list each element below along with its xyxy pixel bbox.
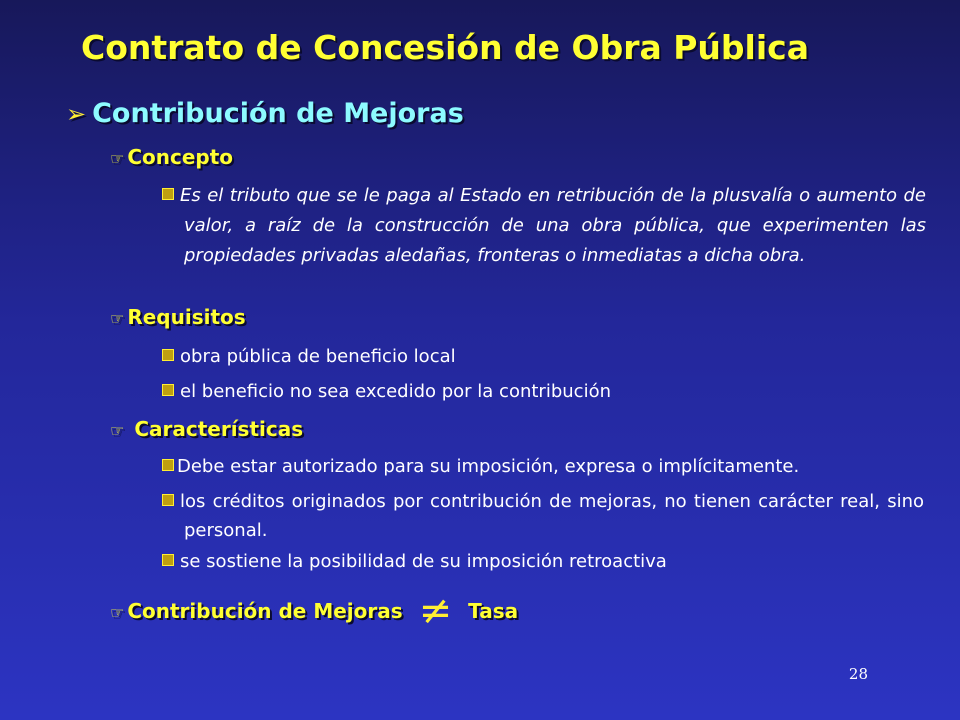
list-item xyxy=(162,487,924,545)
pointing-hand-icon: ☞ xyxy=(110,149,125,168)
requisitos-heading-text: Requisitos xyxy=(127,305,246,329)
caracteristica-text: Debe estar autorizado para su imposición, expresa o implícitamente. xyxy=(177,456,800,477)
list-item xyxy=(162,377,611,406)
list-item xyxy=(162,547,667,576)
checkbox-square-icon xyxy=(162,494,174,506)
caracteristicas-heading xyxy=(110,417,303,441)
comparison-line xyxy=(110,582,519,634)
concepto-heading-text: Concepto xyxy=(127,145,234,169)
section-heading-text: Contribución de Mejoras xyxy=(92,98,464,129)
pointing-hand-icon: ☞ xyxy=(110,309,125,328)
checkbox-square-icon xyxy=(162,349,174,361)
list-item xyxy=(162,342,456,371)
slide-title: Contrato de Concesión de Obra Pública xyxy=(80,28,809,67)
concepto-paragraph xyxy=(162,181,926,271)
caracteristica-text: se sostiene la posibilidad de su imposición retroactiva xyxy=(180,551,667,572)
arrow-bullet-icon: ➢ xyxy=(66,100,87,128)
list-item xyxy=(162,452,799,481)
comparison-left: Contribución de Mejoras xyxy=(127,599,403,623)
section-heading xyxy=(66,98,464,129)
pointing-hand-icon: ☞ xyxy=(110,603,125,622)
caracteristicas-heading-text: Características xyxy=(134,417,304,441)
requisitos-heading xyxy=(110,305,246,329)
pointing-hand-icon: ☞ xyxy=(110,421,125,440)
checkbox-square-icon xyxy=(162,384,174,396)
checkbox-square-icon xyxy=(162,554,174,566)
checkbox-square-icon xyxy=(162,459,174,471)
page-number: 28 xyxy=(848,665,868,683)
concepto-heading xyxy=(110,145,233,169)
requisito-text: obra pública de beneficio local xyxy=(180,346,456,367)
comparison-right: Tasa xyxy=(468,599,519,623)
requisito-text: el beneficio no sea excedido por la contribución xyxy=(180,381,611,402)
concepto-text: Es el tributo que se le paga al Estado en retribución de la plusvalía o aumento de valor, a raíz de la construcción de una obra pública, que experimenten las propiedades privadas aledañas, fronteras o inmediatas a dicha obra. xyxy=(180,185,926,266)
not-equal-symbol: ≠ xyxy=(418,588,453,634)
caracteristica-text: los créditos originados por contribución de mejoras, no tienen carácter real, sino personal. xyxy=(180,491,924,541)
checkbox-square-icon xyxy=(162,188,174,200)
